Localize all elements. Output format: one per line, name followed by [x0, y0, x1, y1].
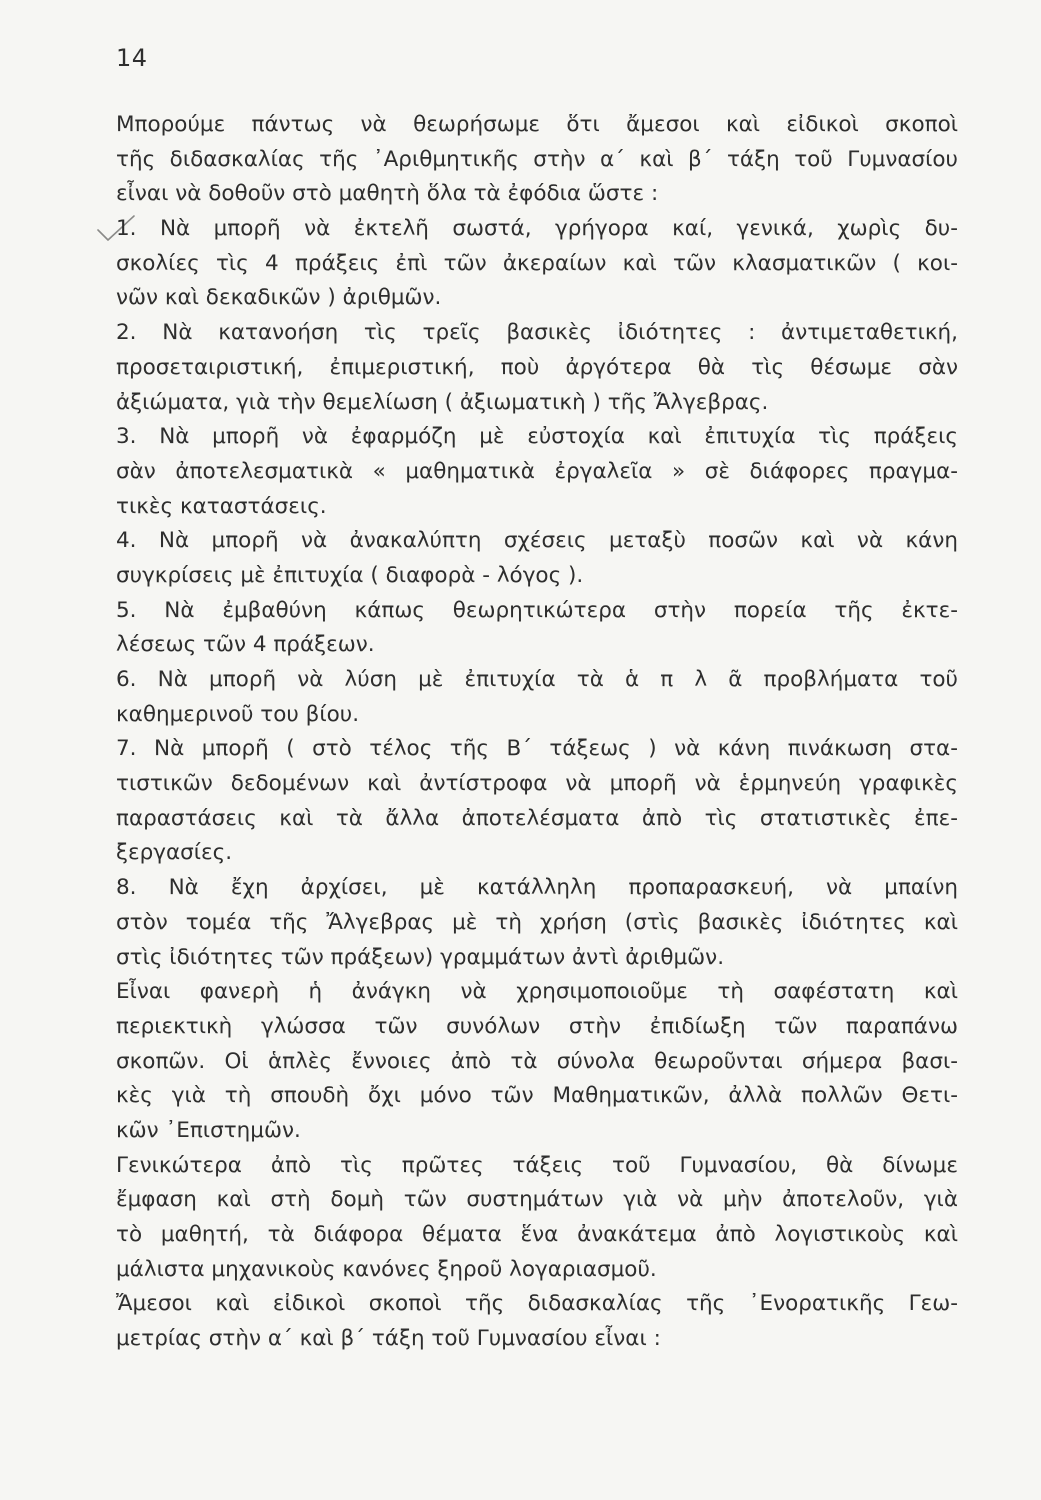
text-line: ἔμφαση καὶ στὴ δομὴ τῶν συστημάτων γιὰ νὰ μὴν ἀποτελοῦν, γιὰ [116, 1187, 958, 1213]
text-line: 4. Νὰ μπορῆ νὰ ἀνακαλύπτη σχέσεις μεταξὺ ποσῶν καὶ νὰ κάνη [116, 528, 958, 554]
text-line: 1. Νὰ μπορῆ νὰ ἐκτελῆ σωστά, γρήγορα καί, γενικά, χωρὶς δυ- [116, 216, 958, 242]
text-line: Μπορούμε πάντως νὰ θεωρήσωμε ὅτι ἄμεσοι καὶ εἰδικοὶ σκοποὶ [116, 112, 958, 137]
text-line: εἶναι νὰ δοθοῦν στὸ μαθητὴ ὅλα τὰ ἐφόδια ὥστε : [116, 181, 659, 207]
text-line: 2. Νὰ κατανοήση τὶς τρεῖς βασικὲς ἰδιότητες : ἀντιμεταθετική, [116, 320, 958, 346]
text-line: παραστάσεις καὶ τὰ ἄλλα ἀποτελέσματα ἀπὸ τὶς στατιστικὲς ἐπε- [116, 805, 958, 831]
text-line: 5. Νὰ ἐμβαθύνη κάπως θεωρητικώτερα στὴν πορεία τῆς ἐκτε- [116, 597, 958, 623]
text-line: 7. Νὰ μπορῆ ( στὸ τέλος τῆς Β΄ τάξεως ) νὰ κάνη πινάκωση στα- [116, 736, 958, 762]
text-line: στὶς ἰδιότητες τῶν πράξεων) γραμμάτων ἀντὶ ἀριθμῶν. [116, 944, 725, 970]
text-line: 6. Νὰ μπορῆ νὰ λύση μὲ ἐπιτυχία τὰ ἁ π λ ᾶ προβλήματα τοῦ [116, 667, 958, 692]
text-line: περιεκτικὴ γλώσσα τῶν συνόλων στὴν ἐπιδίωξη τῶν παραπάνω [116, 1013, 958, 1039]
text-line: κῶν ᾿Επιστημῶν. [116, 1117, 301, 1143]
text-line: κὲς γιὰ τὴ σπουδὴ ὄχι μόνο τῶν Μαθηματικῶν, ἀλλὰ πολλῶν Θετι- [116, 1083, 958, 1109]
text-line: 8. Νὰ ἔχη ἀρχίσει, μὲ κατάλληλη προπαρασκευή, νὰ μπαίνη [116, 875, 958, 901]
text-line: σὰν ἀποτελεσματικὰ « μαθηματικὰ ἐργαλεῖα » σὲ διάφορες πραγμα- [116, 458, 958, 484]
text-line: τιστικῶν δεδομένων καὶ ἀντίστροφα νὰ μπορῆ νὰ ἑρμηνεύη γραφικὲς [116, 771, 958, 797]
text-line: ξεργασίες. [116, 840, 233, 866]
text-line: λέσεως τῶν 4 πράξεων. [116, 632, 375, 658]
text-line: καθημερινοῦ του βίου. [116, 701, 360, 727]
text-line: προσεταιριστική, ἐπιμεριστική, ποὺ ἀργότερα θὰ τὶς θέσωμε σὰν [116, 354, 958, 380]
page-body-text [116, 108, 958, 1357]
text-line: σκοπῶν. Οἱ ἁπλὲς ἔννοιες ἀπὸ τὰ σύνολα θεωροῦνται σήμερα βασι- [116, 1048, 958, 1074]
text-line: μετρίας στὴν α΄ καὶ β΄ τάξη τοῦ Γυμνασίου εἶναι : [116, 1326, 661, 1352]
text-line: ἀξιώματα, γιὰ τὴν θεμελίωση ( ἀξιωματικὴ ) τῆς Ἄλγεβρας. [116, 389, 769, 415]
text-line: Γενικώτερα ἀπὸ τὶς πρῶτες τάξεις τοῦ Γυμνασίου, θὰ δίνωμε [116, 1152, 958, 1178]
text-line: Ἄμεσοι καὶ εἰδικοὶ σκοποὶ τῆς διδασκαλίας τῆς ᾿Ενορατικῆς Γεω- [116, 1291, 958, 1317]
text-line: νῶν καὶ δεκαδικῶν ) ἀριθμῶν. [116, 285, 442, 311]
text-line: Εἶναι φανερὴ ἡ ἀνάγκη νὰ χρησιμοποιοῦμε τὴ σαφέστατη καὶ [116, 979, 958, 1005]
text-line: τικὲς καταστάσεις. [116, 493, 327, 519]
text-line: σκολίες τὶς 4 πράξεις ἐπὶ τῶν ἀκεραίων καὶ τῶν κλασματικῶν ( κοι- [116, 250, 958, 276]
text-line: τὸ μαθητή, τὰ διάφορα θέματα ἕνα ἀνακάτεμα ἀπὸ λογιστικοὺς καὶ [116, 1222, 958, 1247]
text-line: στὸν τομέα τῆς Ἄλγεβρας μὲ τὴ χρήση (στὶς βασικὲς ἰδιότητες καὶ [116, 909, 958, 935]
page-number: 14 [116, 44, 148, 72]
text-line: τῆς διδασκαλίας τῆς ᾿Αριθμητικῆς στὴν α΄ καὶ β΄ τάξη τοῦ Γυμνασίου [116, 146, 958, 172]
text-line: 3. Νὰ μπορῆ νὰ ἐφαρμόζη μὲ εὐστοχία καὶ ἐπιτυχία τὶς πράξεις [116, 424, 958, 450]
text-line: συγκρίσεις μὲ ἐπιτυχία ( διαφορὰ - λόγος ). [116, 562, 584, 588]
text-line: μάλιστα μηχανικοὺς κανόνες ξηροῦ λογαριασμοῦ. [116, 1256, 657, 1282]
